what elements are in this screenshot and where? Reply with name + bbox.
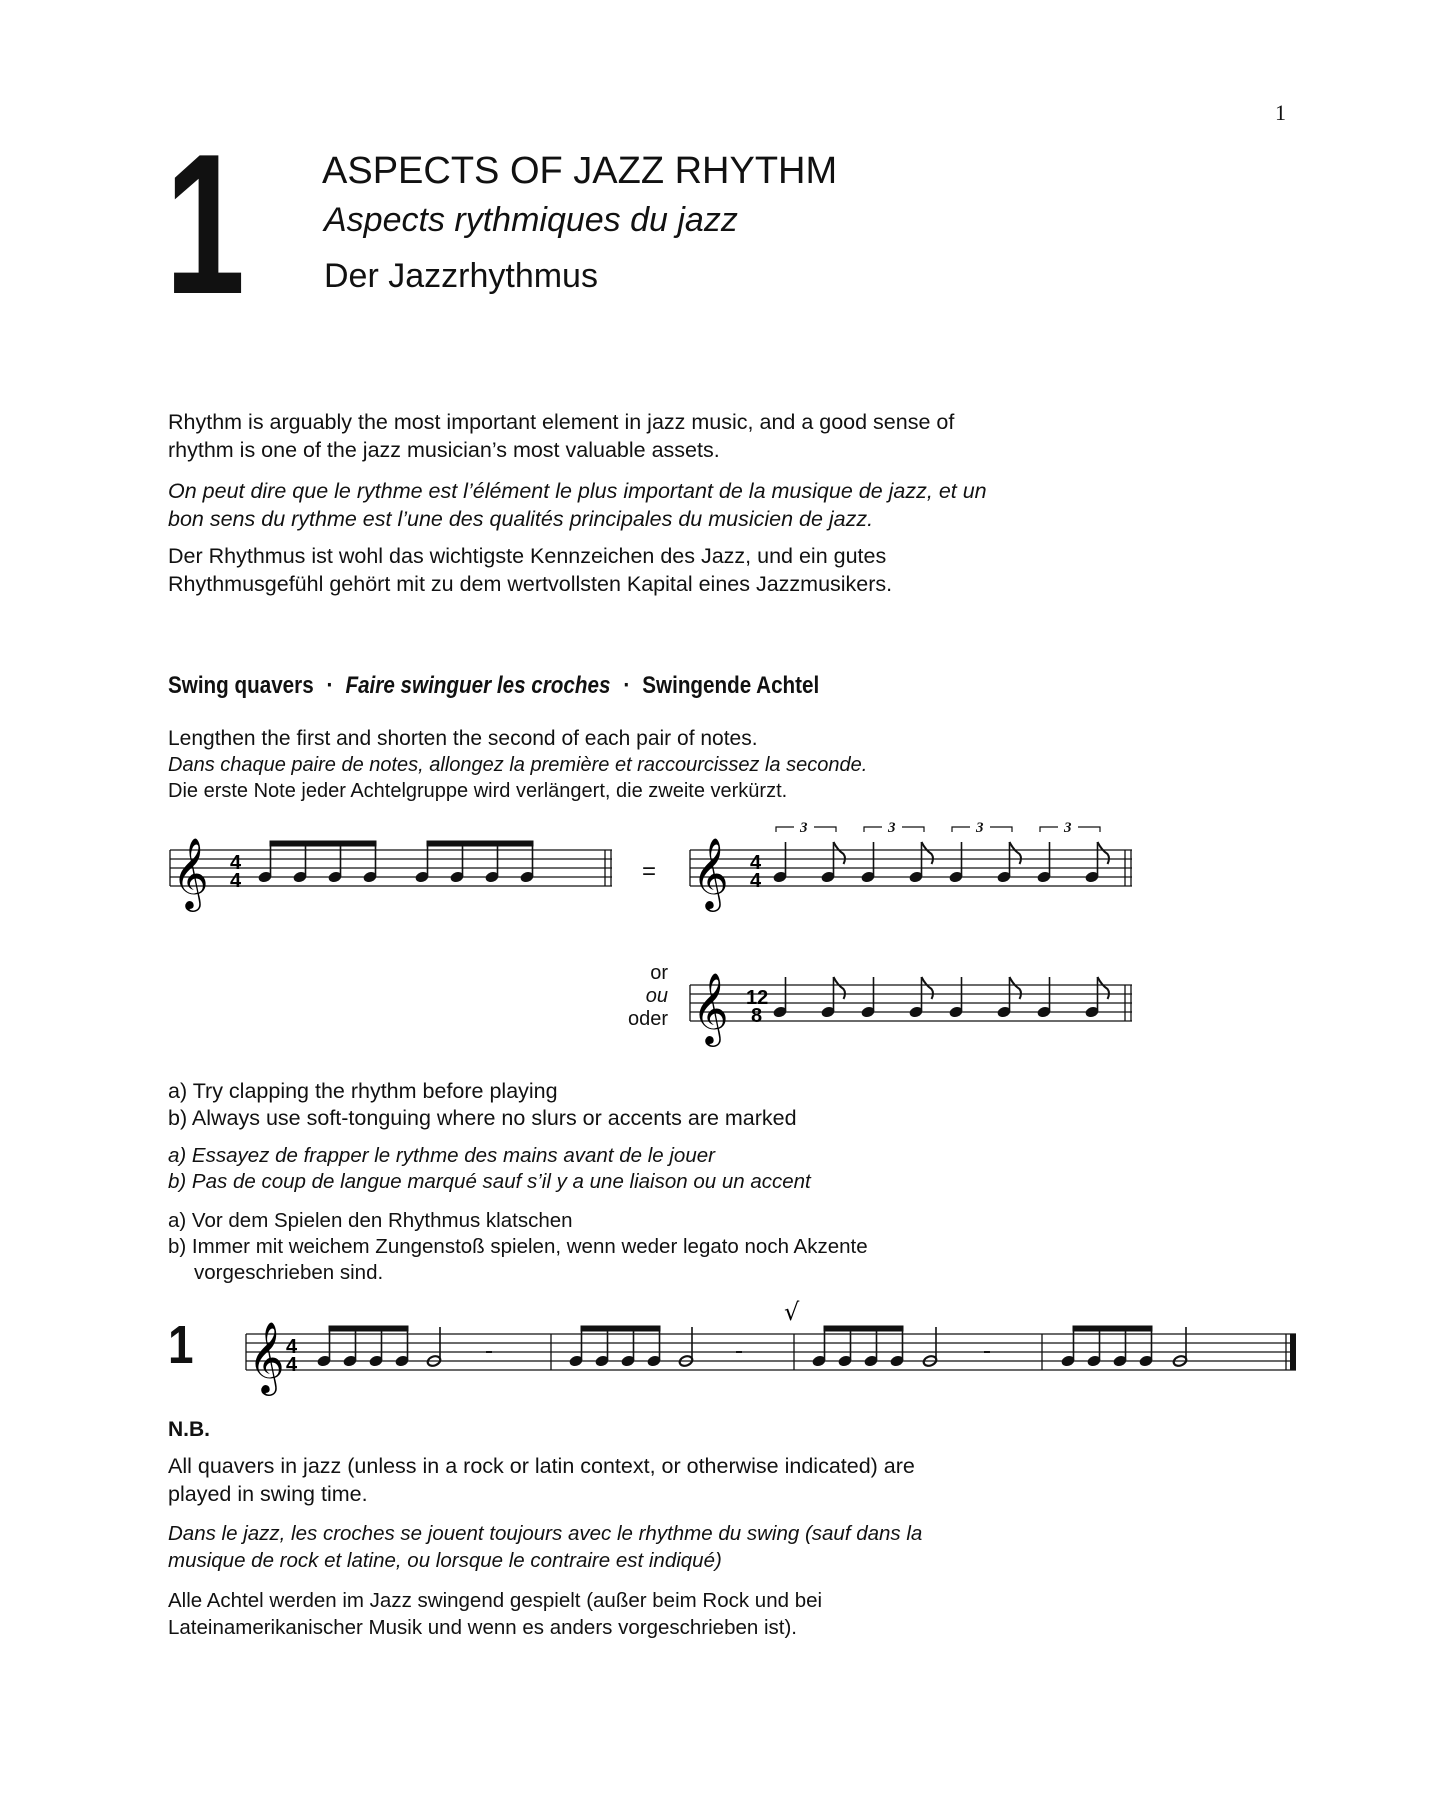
tips-fr (168, 1143, 1128, 1195)
staff-twelve-eight (680, 955, 1140, 1065)
text-line: Dans le jazz, les croches se jouent toujours avec le rhythme du swing (sauf dans la (168, 1522, 923, 1545)
triplet-number: 3 (976, 820, 984, 836)
tip-line: vorgeschrieben sind. (194, 1261, 384, 1284)
time-signature-bottom: 4 (750, 870, 762, 892)
exercise-number: 1 (168, 1315, 194, 1375)
chapter-number: 1 (165, 113, 243, 336)
or-labels (598, 962, 668, 1031)
separator-icon: ▪ (624, 676, 629, 692)
time-signature-top: 4 (230, 852, 242, 874)
text-line: Lateinamerikanischer Musik und wenn es anders vorgeschrieben ist). (168, 1616, 797, 1639)
text-line: bon sens du rythme est l’une des qualités principales du musicien de jazz. (168, 507, 874, 531)
heading-en: Swing quavers (168, 672, 314, 699)
treble-clef-icon: 𝄞 (248, 1320, 285, 1393)
page-number: 1 (1275, 100, 1286, 125)
time-signature-bottom: 8 (751, 1005, 763, 1027)
heading-fr: Faire swinguer les croches (345, 672, 611, 699)
nb-en (168, 1452, 1128, 1508)
text-line: played in swing time. (168, 1482, 368, 1506)
instruction-en: Lengthen the first and shorten the second of each pair of notes. (168, 727, 758, 750)
section-heading (168, 672, 819, 700)
time-signature-top: 4 (286, 1336, 298, 1358)
or-de: oder (627, 1008, 668, 1030)
tip-line: a) Vor dem Spielen den Rhythmus klatschen (168, 1209, 573, 1232)
time-signature-bottom: 4 (230, 870, 242, 892)
separator-icon: ▪ (327, 676, 332, 692)
intro-en (168, 408, 1128, 464)
time-signature-top: 4 (750, 852, 762, 874)
chapter-title-de: Der Jazzrhythmus (324, 257, 598, 295)
time-signature-bottom: 4 (286, 1354, 298, 1376)
text-line: rhythm is one of the jazz musician’s most valuable assets. (168, 438, 720, 462)
text-line: On peut dire que le rythme est l’élément le plus important de la musique de jazz, et un (168, 479, 987, 503)
section-instructions (168, 726, 1128, 804)
triplet-number: 3 (888, 820, 896, 836)
treble-clef-icon: 𝄞 (692, 836, 729, 909)
text-line: musique de rock et latine, ou lorsque le contraire est indiqué) (168, 1549, 722, 1572)
nb-fr (168, 1520, 1128, 1574)
tips-de (168, 1208, 1128, 1286)
instruction-fr: Dans chaque paire de notes, allongez la première et raccourcissez la seconde. (168, 754, 868, 776)
or-en: or (650, 962, 668, 984)
triplet-number: 3 (1064, 820, 1072, 836)
chapter-title-fr: Aspects rythmiques du jazz (324, 201, 738, 239)
nb-de (168, 1587, 1128, 1641)
text-line: Rhythmusgefühl gehört mit zu dem wertvollsten Kapital eines Jazzmusikers. (168, 572, 893, 596)
tip-line: b) Pas de coup de langue marqué sauf s’il y a une liaison ou un accent (168, 1170, 811, 1193)
tip-line: b) Always use soft-tonguing where no slurs or accents are marked (168, 1106, 797, 1130)
tips-en (168, 1078, 1128, 1132)
tip-line: b) Immer mit weichem Zungenstoß spielen, wenn weder legato noch Akzente (168, 1235, 868, 1258)
staff-straight-quavers (160, 820, 620, 930)
staff-triplet-swing (680, 820, 1140, 930)
or-fr: ou (645, 985, 668, 1007)
triplet-number: 3 (800, 820, 808, 836)
tip-line: a) Essayez de frapper le rythme des mains avant de le jouer (168, 1144, 715, 1167)
chapter-title-en: ASPECTS OF JAZZ RHYTHM (322, 150, 838, 192)
treble-clef-icon: 𝄞 (692, 971, 729, 1044)
nb-label: N.B. (168, 1418, 210, 1441)
text-line: All quavers in jazz (unless in a rock or latin context, or otherwise indicated) are (168, 1454, 915, 1478)
staff-exercise-1 (236, 1290, 1306, 1410)
text-line: Der Rhythmus ist wohl das wichtigste Kennzeichen des Jazz, und ein gutes (168, 544, 887, 568)
breath-mark-icon: √ (784, 1298, 800, 1326)
intro-fr (168, 477, 1128, 533)
equals-sign: = (642, 858, 657, 885)
text-line: Rhythm is arguably the most important element in jazz music, and a good sense of (168, 410, 955, 434)
heading-de: Swingende Achtel (642, 672, 820, 699)
time-signature-top: 12 (746, 987, 769, 1009)
intro-de (168, 542, 1128, 598)
text-line: Alle Achtel werden im Jazz swingend gespielt (außer beim Rock und bei (168, 1589, 823, 1612)
treble-clef-icon: 𝄞 (172, 836, 209, 909)
instruction-de: Die erste Note jeder Achtelgruppe wird verlängert, die zweite verkürzt. (168, 780, 788, 802)
tip-line: a) Try clapping the rhythm before playing (168, 1079, 558, 1103)
